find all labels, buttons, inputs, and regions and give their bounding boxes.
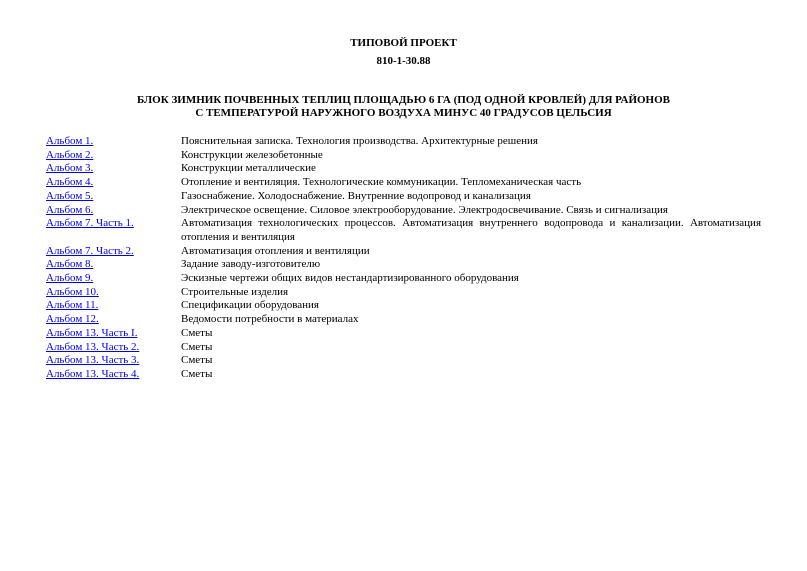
album-link[interactable]: Альбом 7. Часть 1. xyxy=(46,217,134,230)
album-link[interactable]: Альбом 4. xyxy=(46,176,94,189)
album-description: Газоснабжение. Холодоснабжение. Внутренние водопровод и канализация xyxy=(181,189,531,202)
album-description: Ведомости потребности в материалах xyxy=(181,313,359,326)
album-row xyxy=(46,135,761,149)
album-link[interactable]: Альбом 6. xyxy=(46,203,94,216)
album-row xyxy=(46,258,761,272)
album-list xyxy=(46,135,761,382)
album-row xyxy=(46,341,761,355)
album-description: Конструкции металлические xyxy=(181,162,316,175)
album-description: Спецификации оборудования xyxy=(181,299,319,312)
album-row xyxy=(46,286,761,300)
album-row xyxy=(46,327,761,341)
subtitle-line-2: С ТЕМПЕРАТУРОЙ НАРУЖНОГО ВОЗДУХА МИНУС 40 ГРАДУСОВ ЦЕЛЬСИЯ xyxy=(195,107,612,119)
album-link[interactable]: Альбом 2. xyxy=(46,148,94,161)
album-description: Автоматизация технологических процессов. Автоматизация внутреннего водопровода и канализации. Автоматизация отопления и вентиляция xyxy=(181,217,761,243)
album-description: Строительные изделия xyxy=(181,285,289,298)
album-link[interactable]: Альбом 11. xyxy=(46,299,99,312)
album-description: Сметы xyxy=(181,326,213,339)
album-link[interactable]: Альбом 5. xyxy=(46,189,94,202)
album-row xyxy=(46,149,761,163)
album-description: Пояснительная записка. Технология производства. Архитектурные решения xyxy=(181,135,538,147)
album-row xyxy=(46,272,761,286)
album-link[interactable]: Альбом 3. xyxy=(46,162,94,175)
album-link[interactable]: Альбом 8. xyxy=(46,258,94,271)
project-code: 810-1-30.88 xyxy=(376,55,431,67)
album-row xyxy=(46,245,761,259)
album-row xyxy=(46,313,761,327)
album-description: Отопление и вентиляция. Технологические коммуникации. Тепломеханическая часть xyxy=(181,176,582,189)
album-link[interactable]: Альбом 7. Часть 2. xyxy=(46,244,134,257)
album-description: Сметы xyxy=(181,367,213,380)
project-subtitle xyxy=(0,94,807,120)
album-description: Задание заводу-изготовителю xyxy=(181,258,321,271)
album-row xyxy=(46,190,761,204)
album-row xyxy=(46,204,761,218)
album-row xyxy=(46,354,761,368)
album-description: Автоматизация отопления и вентиляции xyxy=(181,244,370,257)
album-link[interactable]: Альбом 10. xyxy=(46,285,99,298)
album-link[interactable]: Альбом 1. xyxy=(46,135,94,147)
album-description: Конструкции железобетонные xyxy=(181,148,323,161)
album-row xyxy=(46,299,761,313)
album-row xyxy=(46,368,761,382)
album-row xyxy=(46,176,761,190)
album-link[interactable]: Альбом 13. Часть 2. xyxy=(46,340,140,353)
album-link[interactable]: Альбом 13. Часть 4. xyxy=(46,367,140,380)
album-row xyxy=(46,217,761,244)
document-title: ТИПОВОЙ ПРОЕКТ xyxy=(350,37,457,49)
album-description: Эскизные чертежи общих видов нестандартизированного оборудования xyxy=(181,272,519,285)
album-row xyxy=(46,162,761,176)
subtitle-line-1: БЛОК ЗИМНИК ПОЧВЕННЫХ ТЕПЛИЦ ПЛОЩАДЬЮ 6 ГА (ПОД ОДНОЙ КРОВЛЕЙ) ДЛЯ РАЙОНОВ xyxy=(136,94,671,106)
album-link[interactable]: Альбом 13. Часть 3. xyxy=(46,354,140,367)
album-link[interactable]: Альбом 9. xyxy=(46,272,94,285)
album-description: Электрическое освещение. Силовое электрооборудование. Электродосвечивание. Связь и сигнализация xyxy=(181,203,668,216)
album-description: Сметы xyxy=(181,354,213,367)
album-link[interactable]: Альбом 12. xyxy=(46,313,99,326)
album-description: Сметы xyxy=(181,340,213,353)
album-link[interactable]: Альбом 13. Часть I. xyxy=(46,326,138,339)
